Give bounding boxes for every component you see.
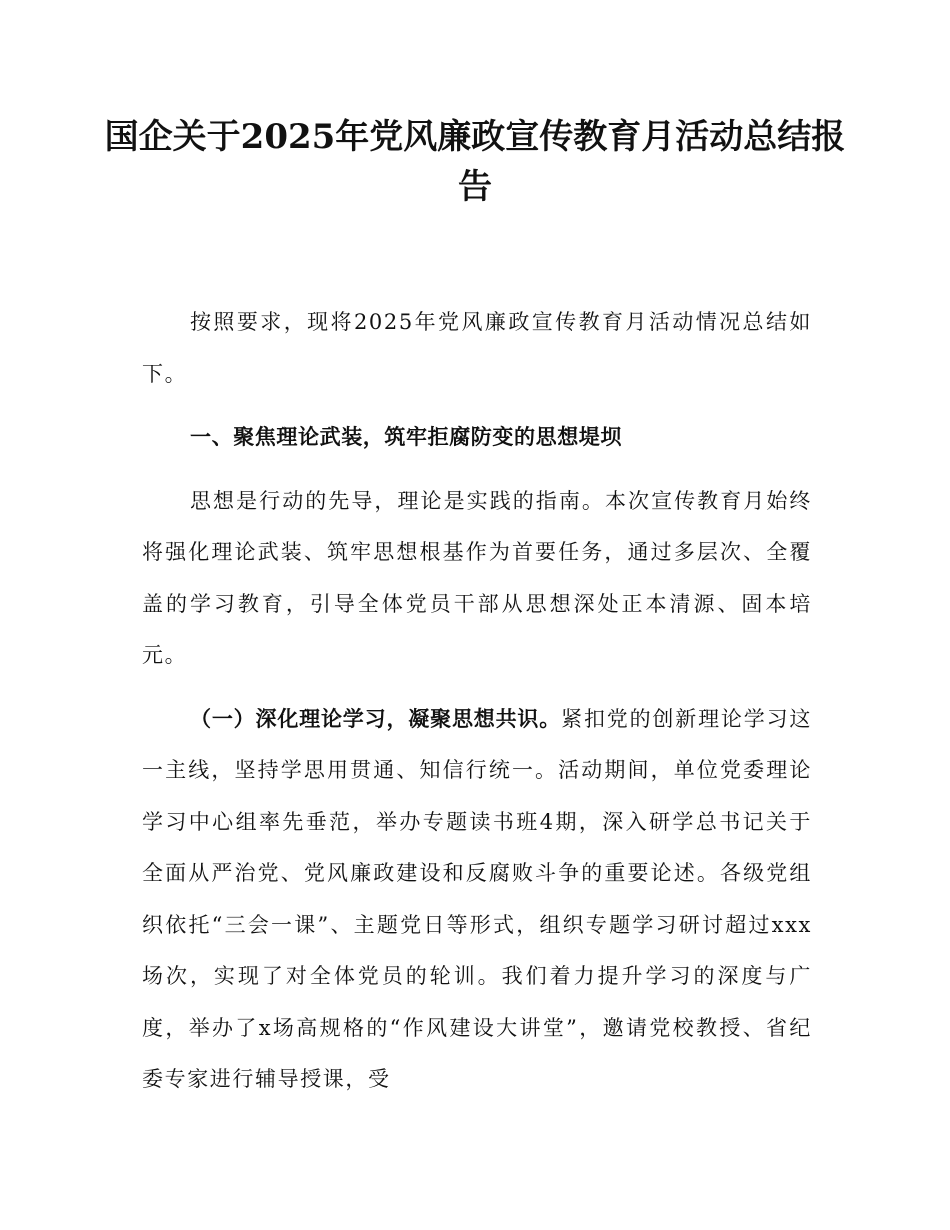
section-heading: 一、聚焦理论武装，筑牢拒腐防变的思想堤坝: [190, 425, 622, 449]
intro-paragraph: 按照要求，现将2025年党风廉政宣传教育月活动情况总结如下。: [142, 310, 812, 386]
subsection-paragraph: [142, 694, 812, 1106]
subsection-title: （一）深化理论学习，凝聚思想共识。: [190, 706, 562, 731]
subsection-text: 紧扣党的创新理论学习这一主线，坚持学思用贯通、知信行统一。活动期间，单位党委理论学习中心组率先垂范，举办专题读书班4期，深入研学总书记关于全面从严治党、党风廉政建设和反腐败斗争的重要论述。各级党组织依托“三会一课”、主题党日等形式，组织专题学习研讨超过xxx场次，实现了对全体党员的轮训。我们着力提升学习的深度与广度，举办了x场高规格的“作风建设大讲堂”，邀请党校教授、省纪委专家进行辅导授课，受: [142, 706, 813, 1091]
document-title: 国企关于2025年党风廉政宣传教育月活动总结报告: [104, 117, 846, 207]
document-body: [142, 297, 812, 1106]
section-paragraph: 思想是行动的先导，理论是实践的指南。本次宣传教育月始终将强化理论武装、筑牢思想根基作为首要任务，通过多层次、全覆盖的学习教育，引导全体党员干部从思想深处正本清源、固本培元。: [142, 488, 812, 667]
